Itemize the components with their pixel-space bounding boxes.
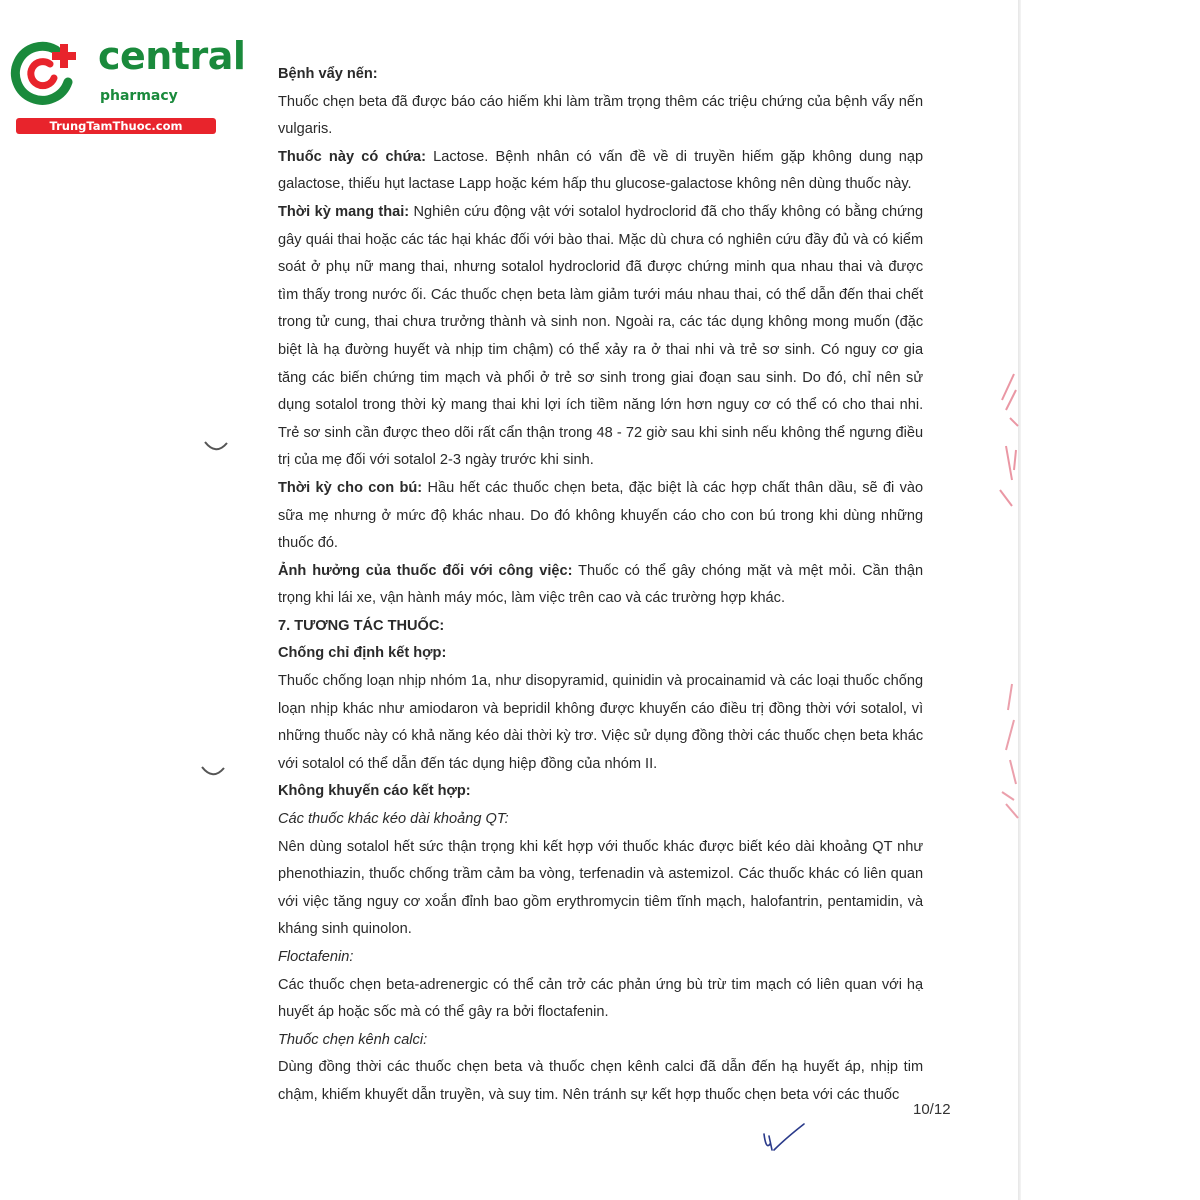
pregnancy-paragraph	[278, 198, 923, 474]
floctafenin-subheading: Floctafenin:	[278, 948, 354, 965]
lactation-paragraph	[278, 474, 923, 557]
calcium-blocker-subheading: Thuốc chẹn kênh calci:	[278, 1030, 428, 1048]
work-text: Thuốc có thể gây chóng mặt và mệt mỏi. Cần thận trọng khi lái xe, vận hành máy móc, làm việc trên cao và các trường hợp khác.	[278, 561, 924, 607]
leaflet-page-content	[278, 60, 923, 1109]
punch-hole-top	[203, 440, 229, 454]
section-7-heading: 7. TƯƠNG TÁC THUỐC:	[278, 616, 445, 634]
qt-subheading: Các thuốc khác kéo dài khoảng QT:	[278, 810, 509, 828]
qt-text: Nên dùng sotalol hết sức thận trọng khi kết hợp với thuốc khác được biết kéo dài khoảng QT như phenothiazin, thuốc chống trầm cảm ba vòng, terfenadin và astemizol. Các thuốc khác có liên quan với việc tăng nguy cơ xoắn đỉnh bao gồm erythromycin tiêm tĩnh mạch, halofantrin, pentamidin, và kháng sinh quinolon.	[278, 837, 924, 938]
contraindicated-text: Thuốc chống loạn nhịp nhóm 1a, như disopyramid, quinidin và procainamid và các loại thuốc chống loạn nhịp khác như amiodaron và bepridil không được khuyến cáo điều trị đồng thời với sotalol, vì những thuốc này có khả năng kéo dài thời kỳ trơ. Việc sử dụng đồng thời các thuốc chẹn beta khác với sotalol có thể dẫn đến tác dụng hiệp đồng của nhóm II.	[278, 672, 924, 772]
psoriasis-text: Thuốc chẹn beta đã được báo cáo hiếm khi làm trầm trọng thêm các triệu chứng của bệnh vẩy nến vulgaris.	[278, 92, 924, 138]
not-recommended-heading: Không khuyến cáo kết hợp:	[278, 782, 471, 800]
work-paragraph	[278, 557, 923, 612]
work-label: Ảnh hưởng của thuốc đối với công việc:	[278, 561, 573, 579]
calcium-blocker-text: Dùng đồng thời các thuốc chẹn beta và thuốc chẹn kênh calci đã dẫn đến hạ huyết áp, nhịp tim chậm, khiếm khuyết dẫn truyền, và suy tim. Nên tránh sự kết hợp thuốc chẹn beta với các thuốc	[278, 1058, 924, 1103]
pharmacy-cross-logo-icon	[10, 38, 82, 106]
contains-label: Thuốc này có chứa:	[278, 147, 426, 165]
scan-page-edge	[1018, 0, 1021, 1200]
punch-hole-bottom	[200, 765, 226, 779]
psoriasis-heading: Bệnh vẩy nến:	[278, 65, 378, 82]
logo-site-url[interactable]: TrungTamThuoc.com	[16, 118, 216, 134]
signature-mark	[760, 1120, 808, 1158]
central-pharmacy-logo[interactable]	[10, 34, 246, 136]
floctafenin-text: Các thuốc chẹn beta-adrenergic có thể cản trở các phản ứng bù trừ tim mạch có liên quan với hạ huyết áp hoặc sốc mà có thể gây ra bởi floctafenin.	[278, 975, 924, 1021]
logo-brand-name: central	[98, 34, 246, 78]
page-number: 10/12	[913, 1101, 951, 1118]
red-stamp-mark-lower	[992, 680, 1022, 820]
lactation-label: Thời kỳ cho con bú:	[278, 478, 423, 496]
pregnancy-label: Thời kỳ mang thai:	[278, 202, 410, 220]
contraindicated-heading: Chống chỉ định kết hợp:	[278, 644, 447, 662]
contains-text: Lactose. Bệnh nhân có vấn đề về di truyền hiếm gặp không dung nạp galactose, thiếu hụt lactase Lapp hoặc kém hấp thu glucose-galactose không nên dùng thuốc này.	[278, 147, 924, 193]
contains-paragraph	[278, 143, 923, 198]
pregnancy-text: Nghiên cứu động vật với sotalol hydroclorid đã cho thấy không có bằng chứng gây quái thai hoặc các tác hại khác đối với bào thai. Mặc dù chưa có nghiên cứu đầy đủ và có kiểm soát ở phụ nữ mang thai, nhưng sotalol hydroclorid đã được chứng minh qua nhau thai và được tìm thấy trong nước ối. Các thuốc chẹn beta làm giảm tưới máu nhau thai, có thể dẫn đến thai chết trong tử cung, thai chưa trưởng thành và sinh non. Ngoài ra, các tác dụng không mong muốn (đặc biệt là hạ đường huyết và nhịp tim chậm) có thể xảy ra ở thai nhi và trẻ sơ sinh. Có nguy cơ gia tăng các biến chứng tim mạch và phổi ở trẻ sơ sinh trong giai đoạn sau sinh. Do đó, chỉ nên sử dụng sotalol trong thời kỳ mang thai khi lợi ích tiềm năng lớn hơn nguy cơ có thể có cho thai nhi. Trẻ sơ sinh cần được theo dõi rất cẩn thận trong 48 - 72 giờ sau khi sinh nếu không thể ngưng điều trị của mẹ đối với sotalol 2-3 ngày trước khi sinh.	[278, 202, 924, 469]
red-stamp-mark-upper	[992, 370, 1022, 510]
lactation-text: Hầu hết các thuốc chẹn beta, đặc biệt là các hợp chất thân dầu, sẽ đi vào sữa mẹ nhưng ở mức độ khác nhau. Do đó không khuyến cáo cho con bú trong khi dùng những thuốc đó.	[278, 478, 924, 552]
logo-brand-sub: pharmacy	[100, 88, 178, 104]
